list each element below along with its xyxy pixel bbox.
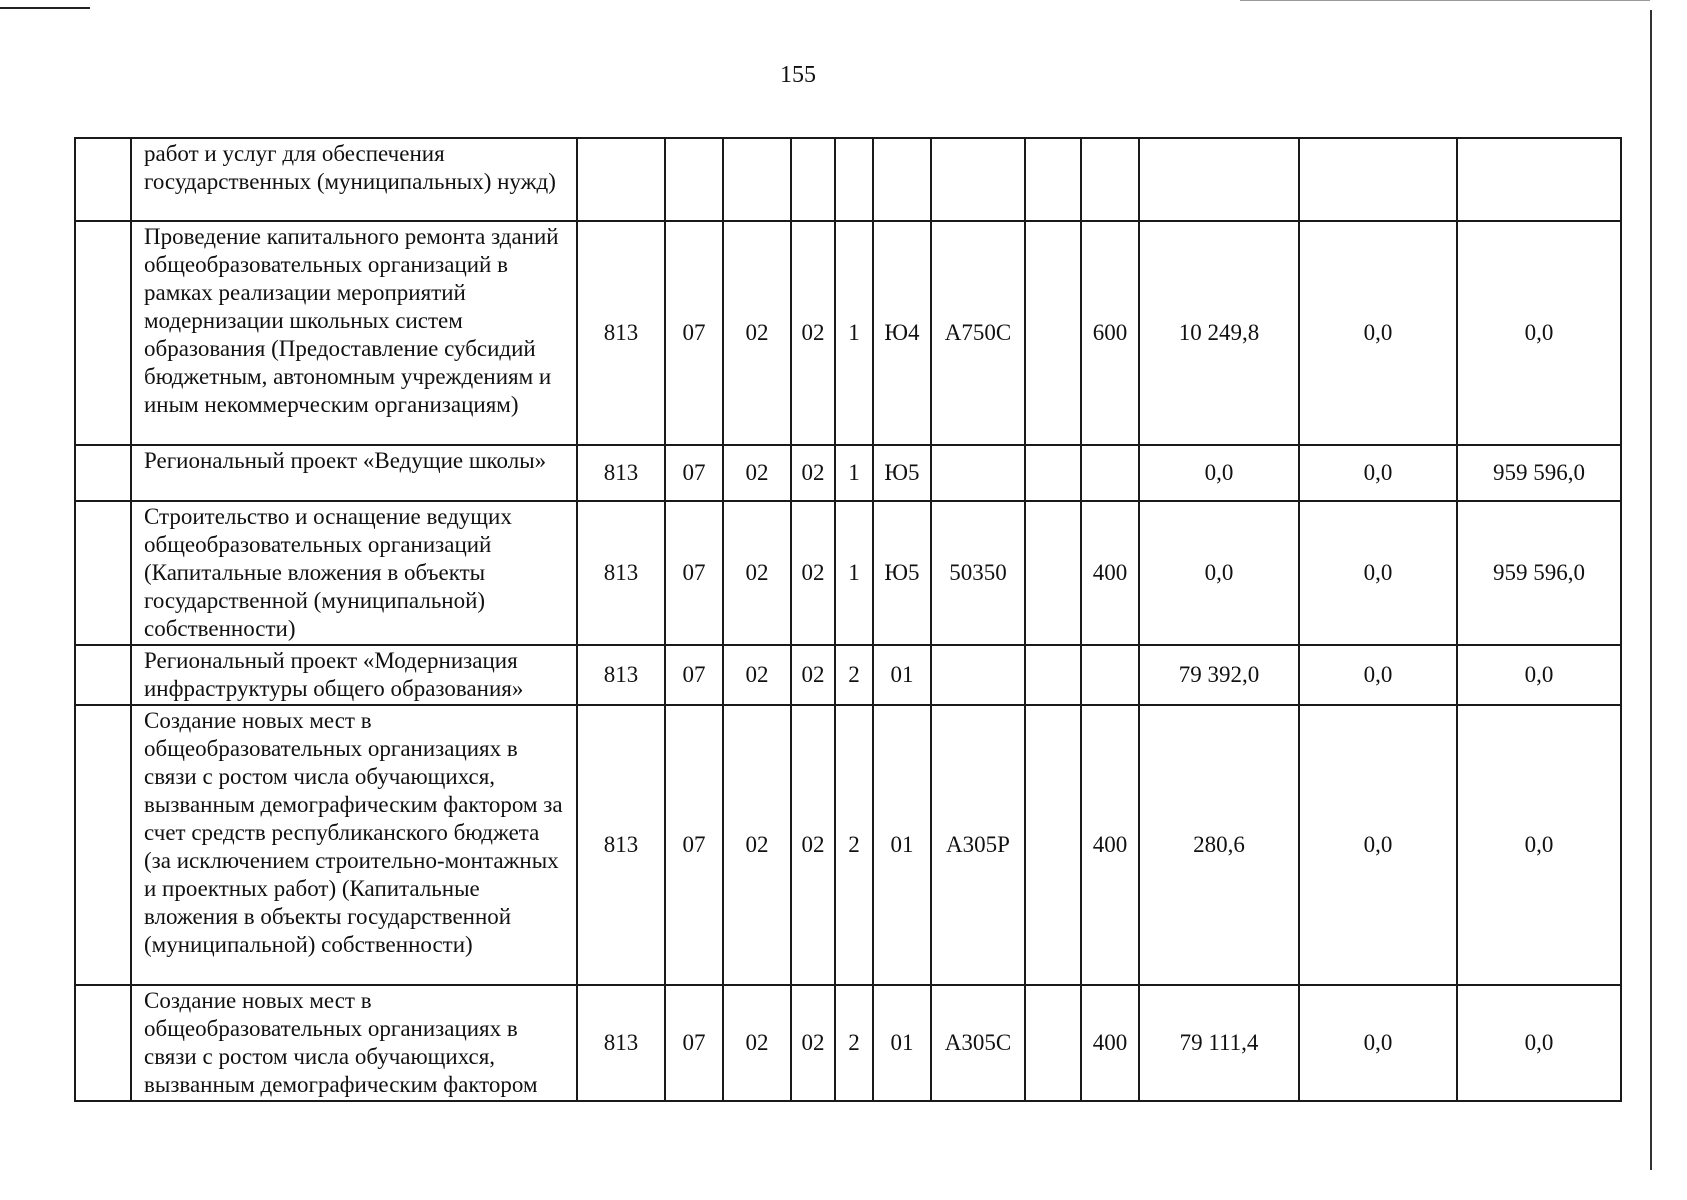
description-cell: Региональный проект «Ведущие школы» <box>131 445 577 501</box>
vr-cell <box>1081 445 1139 501</box>
direction-cell: 50350 <box>931 501 1025 645</box>
direction-cell <box>931 445 1025 501</box>
extra-cell <box>1025 645 1081 705</box>
extra-cell <box>1025 221 1081 445</box>
vr-cell <box>1081 138 1139 221</box>
program-cell: 02 <box>791 705 835 985</box>
sum-year3-cell <box>1457 138 1621 221</box>
sum-year1-cell: 10 249,8 <box>1139 221 1299 445</box>
pr-cell: 02 <box>723 705 791 985</box>
description-cell: Проведение капитального ремонта зданий общеобразовательных организаций в рамках реализации мероприятий модернизации школьных систем образования (Предоставление субсидий бюджетным, автономным учреждениям и иным некоммерческим организациям) <box>131 221 577 445</box>
sum-year1-cell: 79 111,4 <box>1139 985 1299 1101</box>
index-cell <box>75 138 131 221</box>
extra-cell <box>1025 138 1081 221</box>
index-cell <box>75 221 131 445</box>
sum-year2-cell <box>1299 138 1457 221</box>
program-cell: 02 <box>791 501 835 645</box>
page-edge-line <box>1650 10 1652 1170</box>
index-cell <box>75 705 131 985</box>
sum-year3-cell: 959 596,0 <box>1457 501 1621 645</box>
subprogram-cell: 1 <box>835 501 873 645</box>
direction-cell <box>931 138 1025 221</box>
pr-cell: 02 <box>723 501 791 645</box>
table-row <box>75 705 1621 985</box>
sum-year2-cell: 0,0 <box>1299 645 1457 705</box>
subprogram-cell: 2 <box>835 985 873 1101</box>
sum-year2-cell: 0,0 <box>1299 985 1457 1101</box>
direction-cell: А750С <box>931 221 1025 445</box>
table-row <box>75 445 1621 501</box>
extra-cell <box>1025 501 1081 645</box>
project-cell: Ю5 <box>873 501 931 645</box>
subprogram-cell <box>835 138 873 221</box>
gr-cell: 813 <box>577 985 665 1101</box>
table-row <box>75 221 1621 445</box>
direction-cell <box>931 645 1025 705</box>
pr-cell: 02 <box>723 445 791 501</box>
table-row <box>75 645 1621 705</box>
project-cell: Ю4 <box>873 221 931 445</box>
direction-cell: А305Р <box>931 705 1025 985</box>
subprogram-cell: 1 <box>835 445 873 501</box>
vr-cell: 600 <box>1081 221 1139 445</box>
subprogram-cell: 1 <box>835 221 873 445</box>
description-cell: Создание новых мест в общеобразовательных организациях в связи с ростом числа обучающихся, вызванным демографическим фактором <box>131 985 577 1101</box>
vr-cell: 400 <box>1081 705 1139 985</box>
sum-year1-cell <box>1139 138 1299 221</box>
project-cell: 01 <box>873 705 931 985</box>
sum-year2-cell: 0,0 <box>1299 445 1457 501</box>
program-cell: 02 <box>791 985 835 1101</box>
rz-cell: 07 <box>665 221 723 445</box>
sum-year1-cell: 79 392,0 <box>1139 645 1299 705</box>
budget-table <box>74 137 1622 1102</box>
subprogram-cell: 2 <box>835 705 873 985</box>
rz-cell: 07 <box>665 985 723 1101</box>
project-cell: 01 <box>873 645 931 705</box>
rz-cell <box>665 138 723 221</box>
extra-cell <box>1025 445 1081 501</box>
index-cell <box>75 985 131 1101</box>
sum-year3-cell: 0,0 <box>1457 645 1621 705</box>
sum-year1-cell: 280,6 <box>1139 705 1299 985</box>
vr-cell: 400 <box>1081 501 1139 645</box>
index-cell <box>75 501 131 645</box>
gr-cell: 813 <box>577 445 665 501</box>
top-right-rule <box>1240 0 1650 1</box>
sum-year3-cell: 0,0 <box>1457 985 1621 1101</box>
pr-cell: 02 <box>723 221 791 445</box>
rz-cell: 07 <box>665 705 723 985</box>
sum-year3-cell: 959 596,0 <box>1457 445 1621 501</box>
pr-cell: 02 <box>723 645 791 705</box>
gr-cell: 813 <box>577 501 665 645</box>
rz-cell: 07 <box>665 501 723 645</box>
program-cell: 02 <box>791 445 835 501</box>
gr-cell <box>577 138 665 221</box>
sum-year2-cell: 0,0 <box>1299 501 1457 645</box>
pr-cell: 02 <box>723 985 791 1101</box>
direction-cell: А305С <box>931 985 1025 1101</box>
rz-cell: 07 <box>665 445 723 501</box>
page-number: 155 <box>780 62 816 88</box>
subprogram-cell: 2 <box>835 645 873 705</box>
program-cell <box>791 138 835 221</box>
description-cell: Создание новых мест в общеобразовательных организациях в связи с ростом числа обучающихся, вызванным демографическим фактором за счет средств республиканского бюджета (за исключением строительно-монтажных и проектных работ) (Капитальные вложения в объекты государственной (муниципальной) собственности) <box>131 705 577 985</box>
sum-year1-cell: 0,0 <box>1139 445 1299 501</box>
gr-cell: 813 <box>577 705 665 985</box>
program-cell: 02 <box>791 221 835 445</box>
index-cell <box>75 645 131 705</box>
sum-year2-cell: 0,0 <box>1299 705 1457 985</box>
project-cell: 01 <box>873 985 931 1101</box>
vr-cell: 400 <box>1081 985 1139 1101</box>
description-cell: Строительство и оснащение ведущих общеобразовательных организаций (Капитальные вложения в объекты государственной (муниципальной) собственности) <box>131 501 577 645</box>
pr-cell <box>723 138 791 221</box>
table-row <box>75 985 1621 1101</box>
table-row <box>75 501 1621 645</box>
project-cell <box>873 138 931 221</box>
description-cell: Региональный проект «Модернизация инфраструктуры общего образования» <box>131 645 577 705</box>
top-left-rule <box>0 7 90 9</box>
gr-cell: 813 <box>577 221 665 445</box>
index-cell <box>75 445 131 501</box>
program-cell: 02 <box>791 645 835 705</box>
vr-cell <box>1081 645 1139 705</box>
rz-cell: 07 <box>665 645 723 705</box>
sum-year2-cell: 0,0 <box>1299 221 1457 445</box>
gr-cell: 813 <box>577 645 665 705</box>
extra-cell <box>1025 985 1081 1101</box>
table-row <box>75 138 1621 221</box>
sum-year3-cell: 0,0 <box>1457 705 1621 985</box>
sum-year1-cell: 0,0 <box>1139 501 1299 645</box>
extra-cell <box>1025 705 1081 985</box>
sum-year3-cell: 0,0 <box>1457 221 1621 445</box>
project-cell: Ю5 <box>873 445 931 501</box>
description-cell: работ и услуг для обеспечения государственных (муниципальных) нужд) <box>131 138 577 221</box>
